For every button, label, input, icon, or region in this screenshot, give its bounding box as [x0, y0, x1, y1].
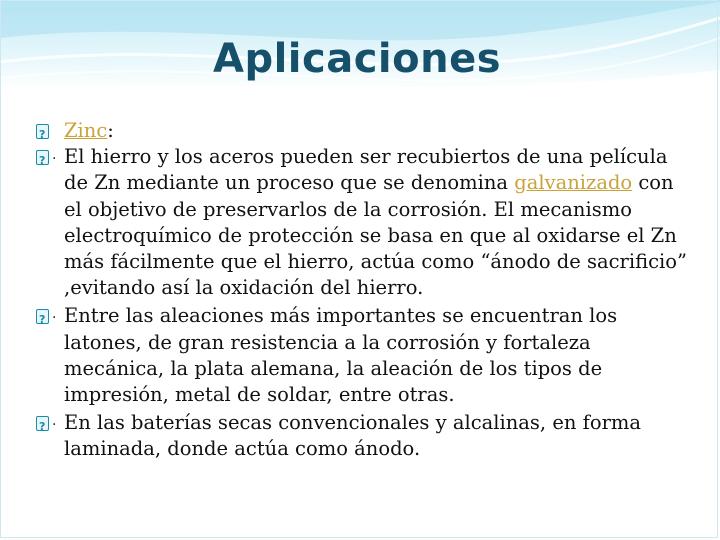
- zinc-label: Zinc: [64, 119, 108, 142]
- bullet-box-icon: [36, 303, 64, 408]
- bullet-dot: ·: [52, 151, 57, 168]
- galvanizado-link[interactable]: galvanizado: [514, 171, 633, 195]
- bullet-box-icon: [36, 118, 64, 144]
- bullet-paragraph-1: [36, 144, 696, 301]
- zinc-heading: [36, 118, 696, 144]
- bullet-paragraph-2: [36, 303, 696, 408]
- bullet-dot: ·: [52, 417, 57, 434]
- bullet-box-icon: [36, 410, 64, 462]
- slide-title: Aplicaciones: [212, 36, 502, 82]
- paragraph-2-text: Entre las aleaciones más importantes se encuentran los latones, de gran resistencia a la corrosión y fortaleza mecánica, la plata alemana, la aleación de los tipos de impresión, metal de soldar, entre otras.: [64, 304, 618, 407]
- zinc-colon: :: [107, 119, 114, 142]
- bullet-paragraph-3: [36, 410, 696, 462]
- bullet-dot: ·: [52, 310, 57, 327]
- slide-body: [36, 118, 696, 465]
- paragraph-1-text-a: El hierro y los aceros pueden ser recubiertos de una película de Zn mediante un proceso que se denomina: [64, 145, 668, 195]
- paragraph-1-text-b: con el objetivo de preservarlos de la corrosión. El mecanismo electroquímico de protección se basa en que al oxidarse el Zn más fácilmente que el hierro, actúa como “ánodo de sacrificio” ,evitando así la oxidación del hierro.: [64, 171, 687, 300]
- paragraph-3-text: En las baterías secas convencionales y alcalinas, en forma laminada, donde actúa como ánodo.: [64, 411, 642, 461]
- bullet-box-icon: [36, 144, 64, 301]
